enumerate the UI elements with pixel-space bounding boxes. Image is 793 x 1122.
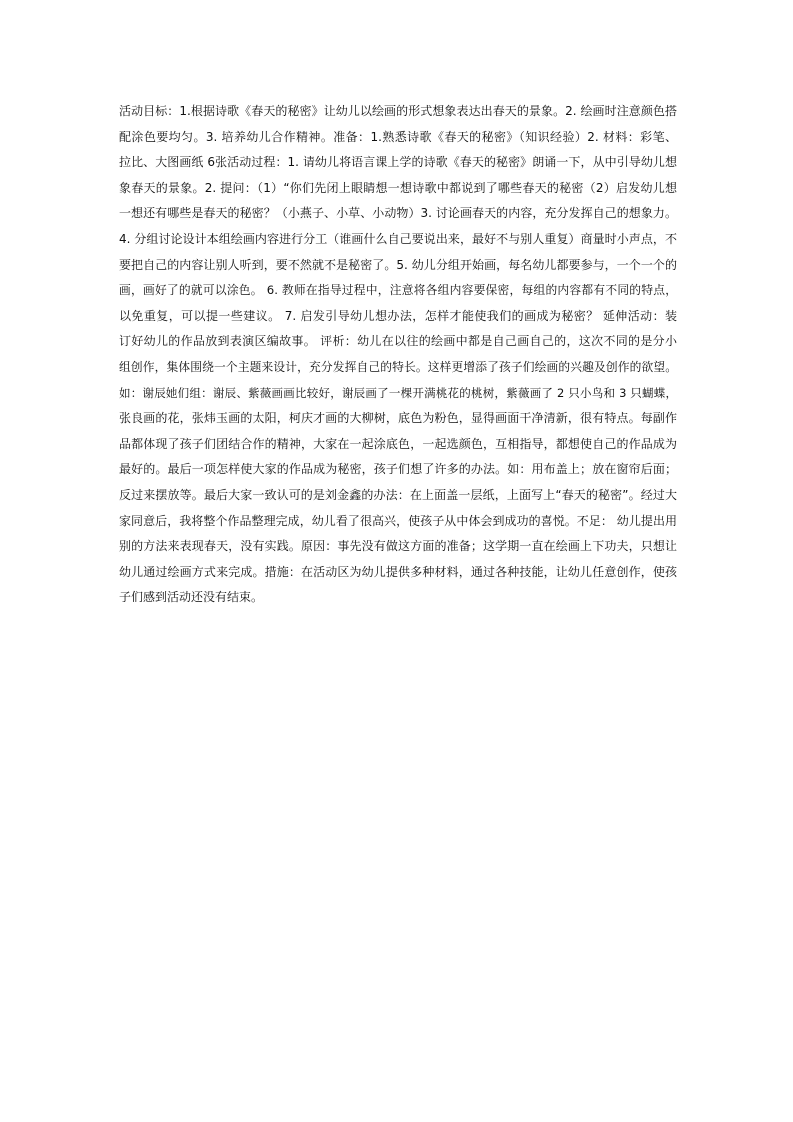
text-line: 组创作，集体围绕一个主题来设计，充分发挥自己的特长。这样更增添了孩子们绘画的兴趣及创作的欲望。 [119,359,677,374]
text-line: 别的方法来表现春天，没有实践。原因：事先没有做这方面的准备；这学期一直在绘画上下功夫，只想让 [119,539,677,554]
text-line: 象春天的景象。2. 提问：（1）“你们先闭上眼睛想一想诗歌中都说到了哪些春天的秘密（2）启发幼儿想 [119,180,677,195]
text-line: 4. 分组讨论设计本组绘画内容进行分工（谁画什么自己要说出来，最好不与别人重复）商量时小声点，不 [119,231,677,246]
text-line: 最好的。最后一项怎样使大家的作品成为秘密，孩子们想了许多的办法。如：用布盖上；放在窗帘后面； [119,462,677,477]
text-line: 张良画的花，张炜玉画的太阳，柯庆才画的大柳树，底色为粉色，显得画面干净清新，很有特点。每副作 [119,411,677,426]
text-line: 反过来摆放等。最后大家一致认可的是刘金鑫的办法：在上面盖一层纸，上面写上“春天的秘密”。经过大 [119,487,677,502]
text-line: 活动目标：1.根据诗歌《春天的秘密》让幼儿以绘画的形式想象表达出春天的景象。2. 绘画时注意颜色搭 [119,104,677,118]
text-line: 以免重复，可以提一些建议。 7. 启发引导幼儿想办法，怎样才能使我们的画成为秘密？ 延伸活动：装 [119,308,677,323]
text-line: 订好幼儿的作品放到表演区编故事。 评析：幼儿在以往的绘画中都是自己画自己的，这次不同的是分小 [119,334,677,349]
text-line: 配涂色要均匀。3. 培养幼儿合作精神。准备：1.熟悉诗歌《春天的秘密》（知识经验）2. 材料：彩笔、 [119,129,677,144]
text-line: 品都体现了孩子们团结合作的精神，大家在一起涂底色，一起选颜色，互相指导，都想使自己的作品成为 [119,436,677,451]
text-line-last: 子们感到活动还没有结束。 [119,590,264,605]
text-line: 拉比、大图画纸 6张活动过程：1. 请幼儿将语言课上学的诗歌《春天的秘密》朗诵一下，从中引导幼儿想 [119,155,677,170]
document-body [119,99,677,611]
text-line: 家同意后，我将整个作品整理完成，幼儿看了很高兴，使孩子从中体会到成功的喜悦。不足： 幼儿提出用 [119,513,677,528]
text-line: 画，画好了的就可以涂色。 6. 教师在指导过程中，注意将各组内容要保密，每组的内容都有不同的特点， [119,283,677,298]
text-line: 一想还有哪些是春天的秘密？（小燕子、小草、小动物）3. 讨论画春天的内容，充分发挥自己的想象力。 [119,206,677,221]
text-line: 幼儿通过绘画方式来完成。措施：在活动区为幼儿提供多种材料，通过各种技能，让幼儿任意创作，使孩 [119,564,677,579]
text-line: 要把自己的内容让别人听到，要不然就不是秘密了。5. 幼儿分组开始画，每名幼儿都要参与，一个一个的 [119,257,677,272]
text-line: 如：谢辰她们组：谢辰、紫薇画画比较好，谢辰画了一棵开满桃花的桃树，紫薇画了 2 只小鸟和 3 只蝴蝶， [119,385,677,400]
